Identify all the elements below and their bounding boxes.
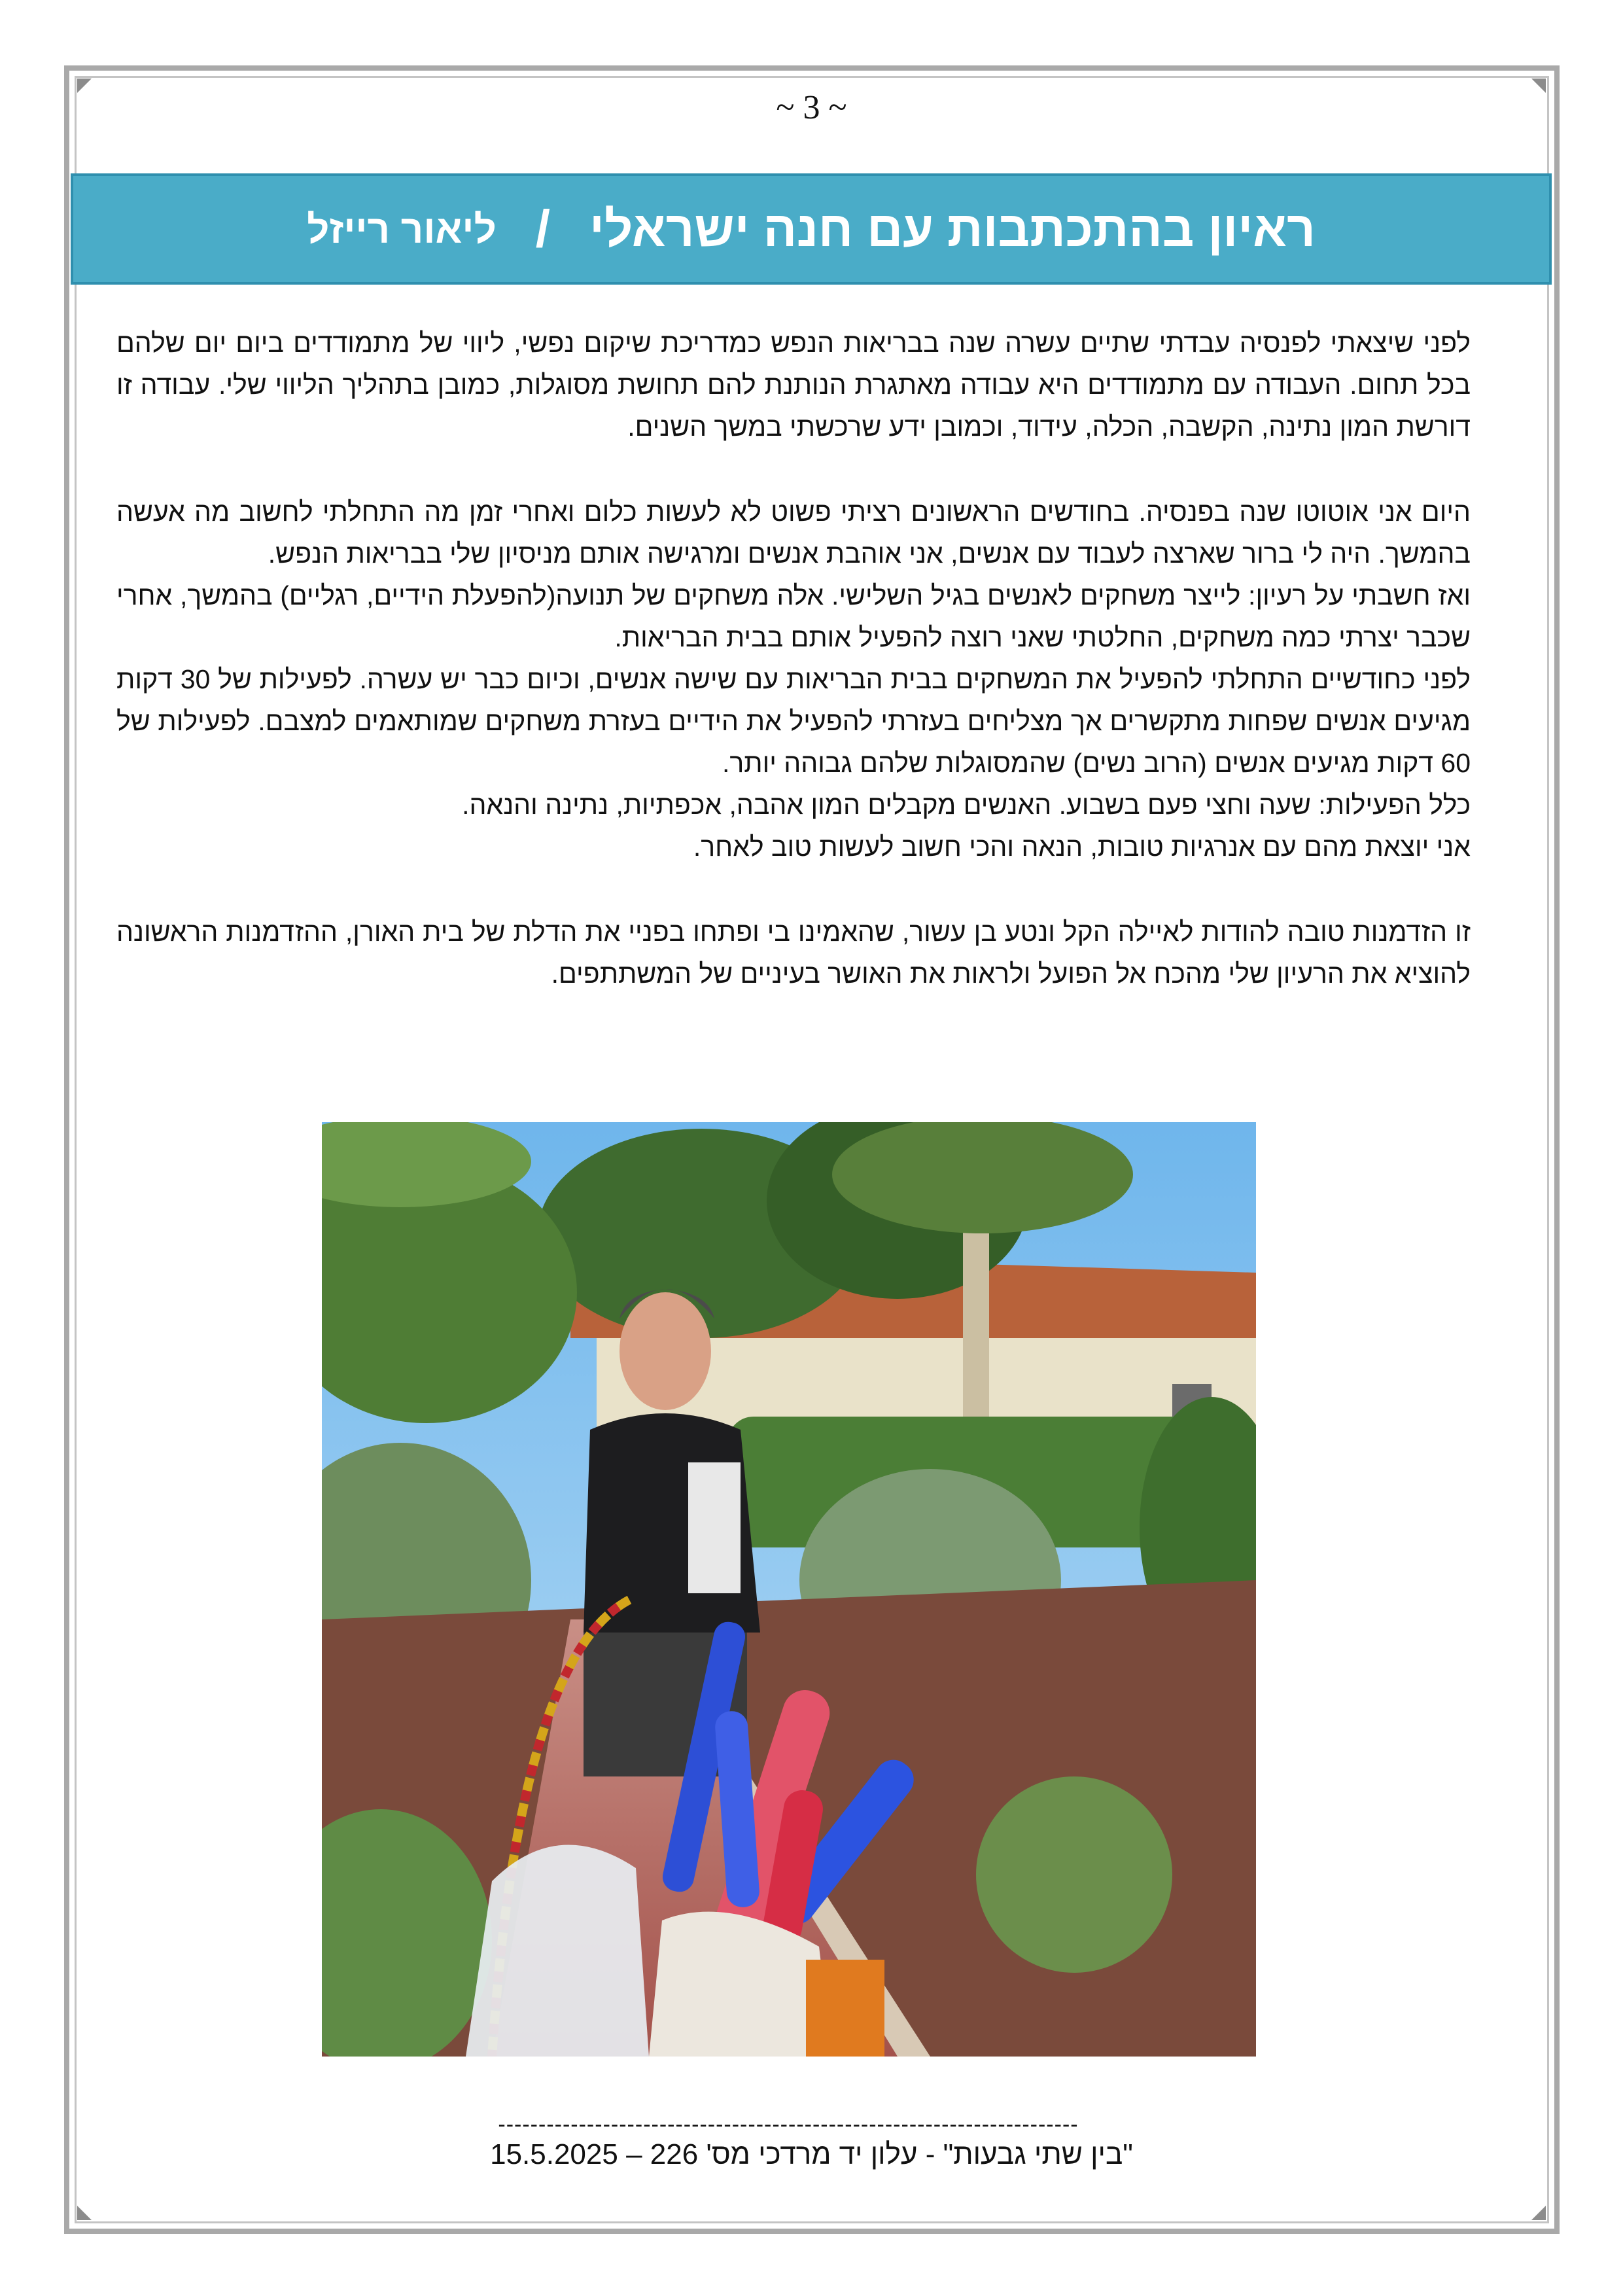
frame-corner-bottom-right xyxy=(1531,2206,1546,2220)
article-paragraph-5: כלל הפעילות: שעה וחצי פעם בשבוע. האנשים מקבלים המון אהבה, אכפתיות, נתינה והנאה. xyxy=(462,790,1471,820)
article-title: ראיון בהתכתבות עם חנה ישראלי xyxy=(589,201,1316,257)
frame-corner-bottom-left xyxy=(77,2206,92,2220)
footer-publication-info: "בין שתי גבעות" - עלון יד מרדכי מס' 226 – 15.5.2025 xyxy=(490,2138,1133,2170)
article-title-bar xyxy=(71,173,1552,285)
article-author: ליאור רייזל xyxy=(307,207,497,251)
title-separator: / xyxy=(535,200,551,258)
article-paragraph-6: אני יוצאת מהם עם אנרגיות טובות, הנאה והכי חשוב לעשות טוב לאחר. xyxy=(693,832,1471,862)
article-photo xyxy=(322,1122,1256,2057)
garden-photo-illustration xyxy=(322,1122,1256,2057)
footer-divider: ------------------------------------------------------------------------ xyxy=(498,2112,1079,2137)
article-paragraph-2: היום אני אוטוטו שנה בפנסיה. בחודשים הראשונים רציתי פשוט לא לעשות כלום ואחרי זמן מה התחלתי לחשוב מה אעשה בהמשך. היה לי ברור שארצה לעבוד עם אנשים, אני אוהבת אנשים ומרגישה אותם מניסיון שלי בבריאות הנפש. xyxy=(116,497,1471,569)
article-paragraph-3: ואז חשבתי על רעיון: לייצר משחקים לאנשים בגיל השלישי. אלה משחקים של תנועה(להפעלת הידיים, רגליים) בהמשך, אחרי שכבר יצרתי כמה משחקים, החלטתי שאני רוצה להפעיל אותם בבית הבריאות. xyxy=(116,580,1471,652)
article-body xyxy=(116,322,1471,995)
page-number: ~ 3 ~ xyxy=(776,89,847,126)
article-paragraph-4: לפני כחודשיים התחלתי להפעיל את המשחקים בבית הבריאות עם שישה אנשים, וכיום כבר יש עשרה. לפעילות של 30 דקות מגיעים אנשים שפחות מתקשרים אך מצליחים בעזרתי להפעיל את הידיים בעזרת משחקים שמותאמים למצבם. לפעילות של 60 דקות מגיעים אנשים (הרוב נשים) שהמסוגלות שלהם גבוהה יותר. xyxy=(116,664,1471,778)
article-paragraph-1: לפני שיצאתי לפנסיה עבדתי שתיים עשרה שנה בבריאות הנפש כמדריכת שיקום נפשי, ליווי של מתמודדים ביום יום שלהם בכל תחום. העבודה עם מתמודדים היא עבודה מאתגרת הנותנת להם תחושת מסוגלות, כמובן בתהליך הליווי שלי. עבודה זו דורשת המון נתינה, הקשבה, הכלה, עידוד, וכמובן ידע שרכשתי במשך השנים. xyxy=(116,328,1471,442)
article-paragraph-7: זו הזדמנות טובה להודות לאיילה הקל ונטע בן עשור, שהאמינו בי ופתחו בפניי את הדלת של בית האורן, ההזדמנות הראשונה להוציא את הרעיון שלי מהכח אל הפועל ולראות את האושר בעיניים של המשתתפים. xyxy=(116,917,1471,989)
